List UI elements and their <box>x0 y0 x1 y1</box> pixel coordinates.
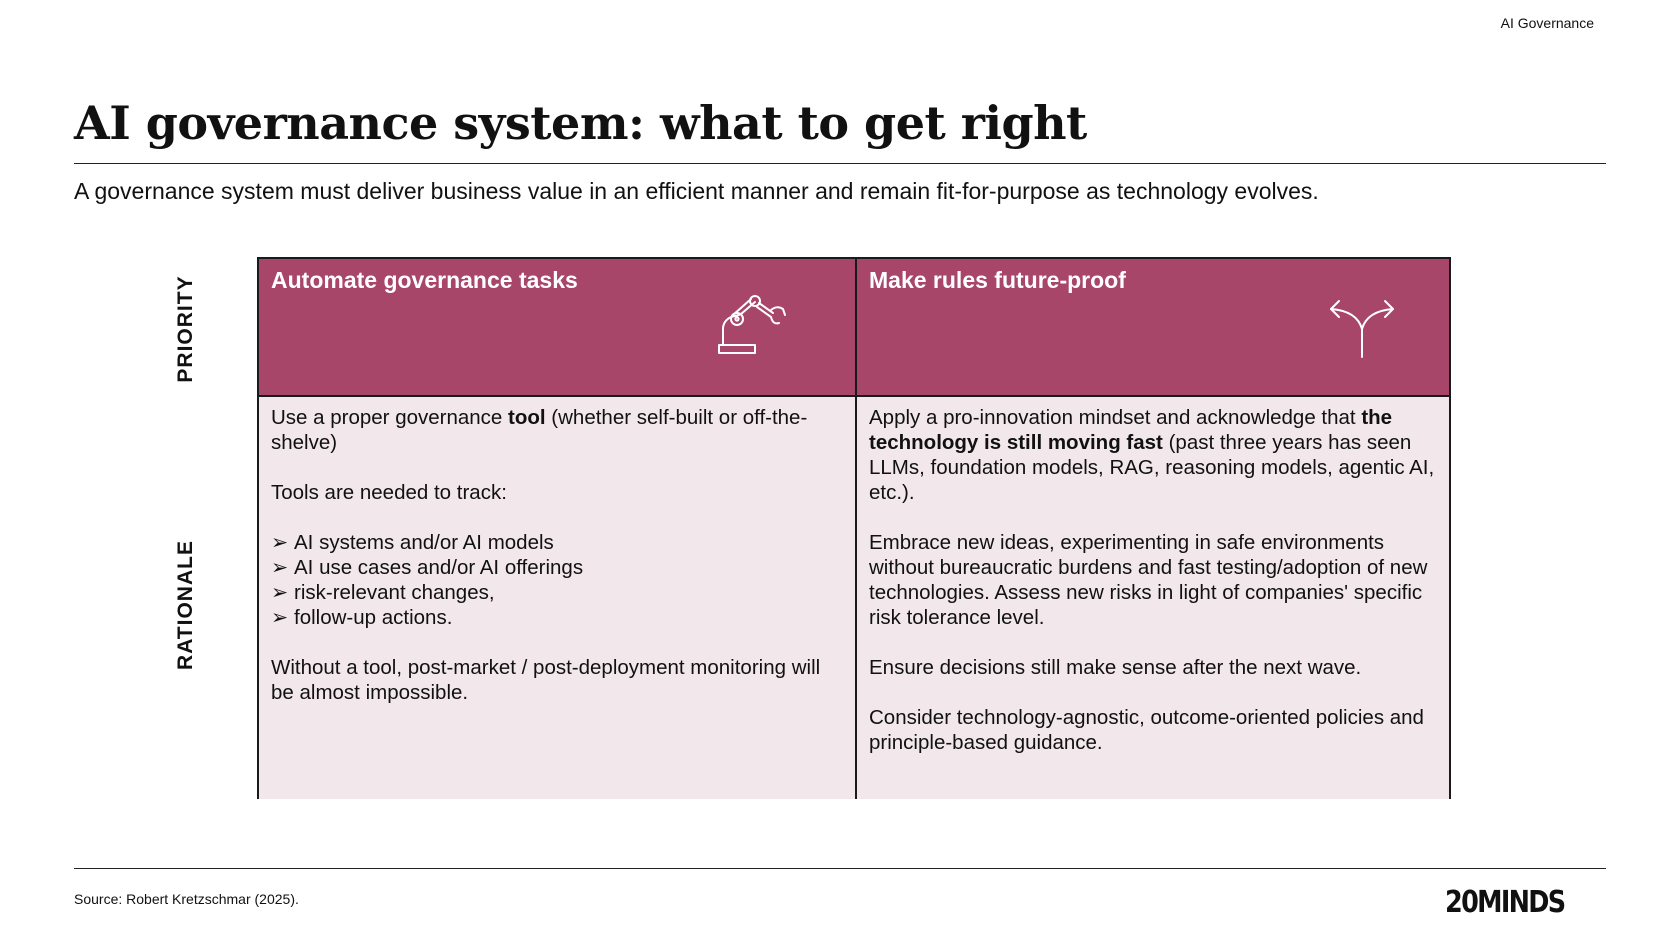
list-item: ➢ follow-up actions. <box>271 606 453 629</box>
rationale-label: RATIONALE <box>174 540 197 670</box>
paragraph: Embrace new ideas, experimenting in safe environments without bureaucratic burdens and fast testing/adoption of new technologies. Assess new risks in light of companies' specific risk tolerance level. <box>869 531 1428 629</box>
tracking-list <box>271 530 843 630</box>
title-divider <box>74 163 1606 164</box>
paragraph: Use a proper governance tool (whether self-built or off-the-shelve) <box>271 406 808 454</box>
heading-future-proof: Make rules future-proof <box>869 267 1126 293</box>
body-cell-automate <box>259 395 855 799</box>
split-arrows-icon <box>1327 289 1397 359</box>
paragraph: Tools are needed to track: <box>271 481 507 504</box>
robot-arm-icon <box>717 293 793 355</box>
paragraph: Ensure decisions still make sense after the next wave. <box>869 656 1362 679</box>
list-item: ➢ risk-relevant changes, <box>271 581 495 604</box>
body-cell-future-proof <box>855 395 1449 799</box>
page-subtitle: A governance system must deliver business value in an efficient manner and remain fit-for-purpose as technology evolves. <box>74 178 1319 204</box>
footer-divider <box>74 868 1606 869</box>
priority-label: PRIORITY <box>174 275 197 383</box>
arrow-bullet-icon: ➢ <box>271 606 289 629</box>
brand-logo: 20MINDS <box>1444 885 1564 920</box>
paragraph: Without a tool, post-market / post-deployment monitoring will be almost impossible. <box>271 656 821 704</box>
governance-table <box>257 257 1451 799</box>
page-title: AI governance system: what to get right <box>74 96 1087 150</box>
heading-automate: Automate governance tasks <box>271 267 578 293</box>
paragraph: Apply a pro-innovation mindset and acknowledge that the technology is still moving fast (past three years has seen LLMs, foundation models, RAG, reasoning models, agentic AI, etc.). <box>869 406 1435 504</box>
paragraph: Consider technology-agnostic, outcome-oriented policies and principle-based guidance. <box>869 706 1424 754</box>
source-note: Source: Robert Kretzschmar (2025). <box>74 891 299 907</box>
header-cell-automate <box>259 259 855 395</box>
arrow-bullet-icon: ➢ <box>271 556 289 579</box>
header-tag: AI Governance <box>1500 15 1594 31</box>
list-item: ➢ AI systems and/or AI models <box>271 531 554 554</box>
list-item: ➢ AI use cases and/or AI offerings <box>271 556 584 579</box>
arrow-bullet-icon: ➢ <box>271 531 289 554</box>
header-cell-future-proof <box>855 259 1449 395</box>
arrow-bullet-icon: ➢ <box>271 581 289 604</box>
